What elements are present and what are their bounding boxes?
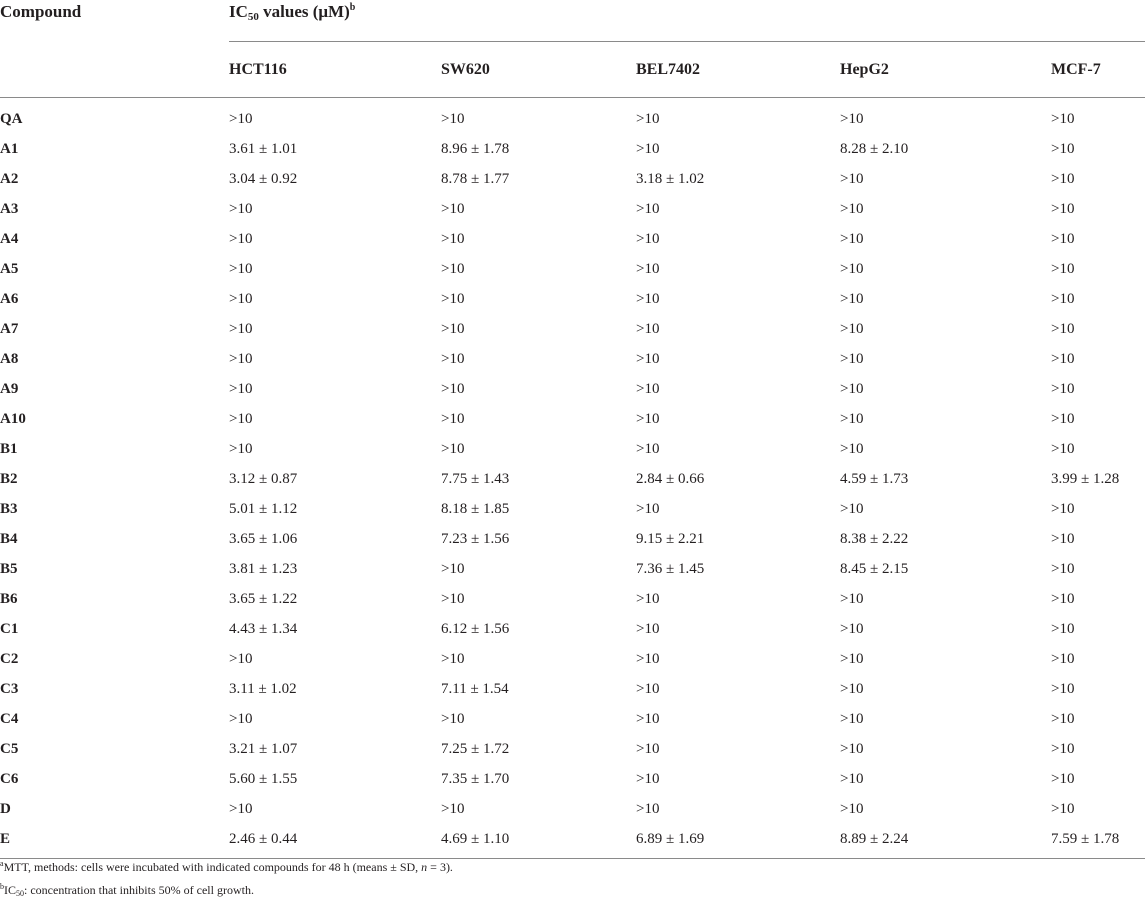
- value-cell-hepg2: >10: [840, 770, 864, 787]
- compound-cell: B5: [0, 560, 18, 577]
- table-row: [0, 704, 1145, 734]
- footnote-b-marker: b: [0, 882, 4, 891]
- value-cell-hct116: 5.60 ± 1.55: [229, 770, 298, 787]
- header-spacer: [0, 42, 229, 98]
- compound-cell: A7: [0, 320, 19, 337]
- value-cell-hct116: 3.04 ± 0.92: [229, 170, 298, 187]
- table-row: [0, 98, 1145, 135]
- compound-cell: C4: [0, 710, 19, 727]
- compound-cell: B1: [0, 440, 18, 457]
- value-cell-hepg2: >10: [840, 590, 864, 607]
- table-row: [0, 164, 1145, 194]
- value-cell-hepg2: >10: [840, 440, 864, 457]
- value-cell-sw620: >10: [441, 440, 465, 457]
- value-cell-hepg2: >10: [840, 710, 864, 727]
- table-row: [0, 734, 1145, 764]
- compound-header: Compound: [0, 2, 82, 21]
- value-cell-mcf7: >10: [1051, 710, 1075, 727]
- value-cell-sw620: >10: [441, 110, 465, 127]
- value-cell-mcf7: >10: [1051, 800, 1075, 817]
- compound-cell: A8: [0, 350, 19, 367]
- value-cell-sw620: >10: [441, 410, 465, 427]
- value-cell-bel7402: >10: [636, 140, 660, 157]
- value-cell-mcf7: >10: [1051, 410, 1075, 427]
- value-cell-sw620: >10: [441, 650, 465, 667]
- value-cell-hepg2: >10: [840, 290, 864, 307]
- value-cell-hct116: >10: [229, 350, 253, 367]
- value-cell-sw620: >10: [441, 230, 465, 247]
- compound-cell: A3: [0, 200, 19, 217]
- value-cell-mcf7: >10: [1051, 680, 1075, 697]
- table-row: [0, 764, 1145, 794]
- table-row: [0, 554, 1145, 584]
- value-cell-bel7402: 6.89 ± 1.69: [636, 830, 705, 847]
- ic50-header-prefix: IC: [229, 2, 248, 21]
- value-cell-hct116: >10: [229, 380, 253, 397]
- value-cell-sw620: >10: [441, 800, 465, 817]
- compound-cell: C5: [0, 740, 19, 757]
- value-cell-hct116: >10: [229, 440, 253, 457]
- table-row: [0, 404, 1145, 434]
- compound-cell: E: [0, 830, 11, 847]
- footnote-b: [0, 877, 453, 904]
- value-cell-hepg2: >10: [840, 110, 864, 127]
- value-cell-hepg2: >10: [840, 200, 864, 217]
- value-cell-bel7402: >10: [636, 200, 660, 217]
- value-cell-hepg2: >10: [840, 260, 864, 277]
- value-cell-hepg2: >10: [840, 380, 864, 397]
- value-cell-bel7402: 2.84 ± 0.66: [636, 470, 705, 487]
- compound-cell: C3: [0, 680, 19, 697]
- table-row: [0, 254, 1145, 284]
- value-cell-hct116: 5.01 ± 1.12: [229, 500, 298, 517]
- value-cell-sw620: >10: [441, 380, 465, 397]
- value-cell-sw620: 4.69 ± 1.10: [441, 830, 510, 847]
- value-cell-hepg2: >10: [840, 680, 864, 697]
- footnote-a-text-after: = 3).: [427, 860, 453, 874]
- value-cell-mcf7: >10: [1051, 560, 1075, 577]
- footnote-a-italic: n: [421, 860, 428, 874]
- column-header-hct116: HCT116: [229, 60, 287, 78]
- value-cell-mcf7: >10: [1051, 140, 1075, 157]
- value-cell-mcf7: >10: [1051, 620, 1075, 637]
- value-cell-hct116: 3.81 ± 1.23: [229, 560, 298, 577]
- table-row: [0, 344, 1145, 374]
- column-header-mcf7: MCF-7: [1051, 60, 1101, 78]
- compound-cell: QA: [0, 110, 23, 127]
- footnote-b-prefix: IC: [4, 883, 16, 897]
- compound-cell: C6: [0, 770, 19, 787]
- value-cell-bel7402: >10: [636, 410, 660, 427]
- value-cell-bel7402: >10: [636, 110, 660, 127]
- column-header-hepg2: HepG2: [840, 60, 889, 78]
- value-cell-sw620: 8.78 ± 1.77: [441, 170, 510, 187]
- table-row: [0, 794, 1145, 824]
- value-cell-hepg2: >10: [840, 650, 864, 667]
- compound-cell: A5: [0, 260, 19, 277]
- compound-cell: A2: [0, 170, 19, 187]
- value-cell-mcf7: >10: [1051, 440, 1075, 457]
- value-cell-mcf7: >10: [1051, 260, 1075, 277]
- value-cell-sw620: >10: [441, 350, 465, 367]
- table-row: [0, 614, 1145, 644]
- value-cell-bel7402: 3.18 ± 1.02: [636, 170, 705, 187]
- compound-cell: A6: [0, 290, 19, 307]
- value-cell-bel7402: 9.15 ± 2.21: [636, 530, 705, 547]
- footnotes: [0, 854, 453, 904]
- value-cell-hct116: 3.21 ± 1.07: [229, 740, 298, 757]
- table-header: [0, 0, 1145, 98]
- value-cell-bel7402: >10: [636, 500, 660, 517]
- value-cell-hct116: 3.12 ± 0.87: [229, 470, 298, 487]
- footnote-b-subscript: 50: [16, 889, 24, 898]
- value-cell-bel7402: >10: [636, 290, 660, 307]
- value-cell-hct116: >10: [229, 200, 253, 217]
- value-cell-hct116: 4.43 ± 1.34: [229, 620, 298, 637]
- compound-cell: A1: [0, 140, 19, 157]
- value-cell-sw620: 8.96 ± 1.78: [441, 140, 510, 157]
- value-cell-hct116: >10: [229, 650, 253, 667]
- value-cell-hct116: >10: [229, 290, 253, 307]
- value-cell-mcf7: >10: [1051, 650, 1075, 667]
- value-cell-hct116: 3.65 ± 1.06: [229, 530, 298, 547]
- ic50-header-suffix: values (μM): [258, 2, 350, 21]
- value-cell-sw620: 7.35 ± 1.70: [441, 770, 510, 787]
- value-cell-mcf7: >10: [1051, 740, 1075, 757]
- value-cell-bel7402: >10: [636, 770, 660, 787]
- value-cell-hepg2: 8.89 ± 2.24: [840, 830, 909, 847]
- table-row: [0, 224, 1145, 254]
- table-body: [0, 98, 1145, 859]
- value-cell-bel7402: >10: [636, 680, 660, 697]
- value-cell-hct116: >10: [229, 230, 253, 247]
- value-cell-hct116: 2.46 ± 0.44: [229, 830, 298, 847]
- value-cell-sw620: >10: [441, 560, 465, 577]
- footnote-a-marker: a: [0, 859, 4, 868]
- compound-cell: A9: [0, 380, 19, 397]
- table-row: [0, 284, 1145, 314]
- value-cell-mcf7: 7.59 ± 1.78: [1051, 830, 1120, 847]
- value-cell-hct116: 3.65 ± 1.22: [229, 590, 298, 607]
- value-cell-hct116: >10: [229, 710, 253, 727]
- compound-cell: C1: [0, 620, 19, 637]
- value-cell-mcf7: >10: [1051, 200, 1075, 217]
- value-cell-bel7402: 7.36 ± 1.45: [636, 560, 705, 577]
- value-cell-bel7402: >10: [636, 230, 660, 247]
- value-cell-bel7402: >10: [636, 380, 660, 397]
- value-cell-hepg2: >10: [840, 320, 864, 337]
- value-cell-mcf7: >10: [1051, 290, 1075, 307]
- value-cell-hct116: >10: [229, 800, 253, 817]
- table-row: [0, 584, 1145, 614]
- value-cell-hct116: >10: [229, 110, 253, 127]
- compound-cell: B6: [0, 590, 18, 607]
- table-row: [0, 674, 1145, 704]
- value-cell-sw620: 8.18 ± 1.85: [441, 500, 510, 517]
- table-row: [0, 314, 1145, 344]
- value-cell-mcf7: >10: [1051, 350, 1075, 367]
- value-cell-mcf7: >10: [1051, 500, 1075, 517]
- value-cell-mcf7: >10: [1051, 170, 1075, 187]
- value-cell-hct116: >10: [229, 320, 253, 337]
- value-cell-hepg2: >10: [840, 410, 864, 427]
- value-cell-sw620: >10: [441, 590, 465, 607]
- value-cell-mcf7: >10: [1051, 530, 1075, 547]
- column-header-bel7402: BEL7402: [636, 60, 701, 78]
- value-cell-hepg2: >10: [840, 800, 864, 817]
- value-cell-sw620: >10: [441, 710, 465, 727]
- value-cell-hepg2: >10: [840, 620, 864, 637]
- ic50-header-subscript: 50: [247, 11, 259, 23]
- value-cell-bel7402: >10: [636, 800, 660, 817]
- value-cell-bel7402: >10: [636, 710, 660, 727]
- compound-cell: A10: [0, 410, 26, 427]
- value-cell-mcf7: 3.99 ± 1.28: [1051, 470, 1120, 487]
- compound-cell: B4: [0, 530, 18, 547]
- value-cell-sw620: 6.12 ± 1.56: [441, 620, 510, 637]
- footnote-a: [0, 854, 453, 877]
- value-cell-mcf7: >10: [1051, 110, 1075, 127]
- compound-cell: B3: [0, 500, 18, 517]
- value-cell-hepg2: 8.28 ± 2.10: [840, 140, 909, 157]
- table-row: [0, 464, 1145, 494]
- value-cell-bel7402: >10: [636, 740, 660, 757]
- table-row: [0, 524, 1145, 554]
- value-cell-sw620: >10: [441, 290, 465, 307]
- value-cell-hct116: >10: [229, 410, 253, 427]
- ic50-header: [229, 0, 1145, 42]
- value-cell-bel7402: >10: [636, 650, 660, 667]
- value-cell-sw620: >10: [441, 200, 465, 217]
- value-cell-bel7402: >10: [636, 440, 660, 457]
- value-cell-sw620: 7.23 ± 1.56: [441, 530, 510, 547]
- value-cell-bel7402: >10: [636, 260, 660, 277]
- value-cell-sw620: 7.25 ± 1.72: [441, 740, 510, 757]
- value-cell-hct116: 3.61 ± 1.01: [229, 140, 298, 157]
- value-cell-sw620: 7.11 ± 1.54: [441, 680, 509, 697]
- table-row: [0, 374, 1145, 404]
- table-row: [0, 494, 1145, 524]
- value-cell-sw620: >10: [441, 320, 465, 337]
- value-cell-hct116: 3.11 ± 1.02: [229, 680, 297, 697]
- value-cell-bel7402: >10: [636, 620, 660, 637]
- value-cell-hepg2: >10: [840, 350, 864, 367]
- value-cell-mcf7: >10: [1051, 770, 1075, 787]
- value-cell-hepg2: 8.45 ± 2.15: [840, 560, 909, 577]
- value-cell-bel7402: >10: [636, 320, 660, 337]
- footnote-a-text-before: MTT, methods: cells were incubated with indicated compounds for 48 h (means ± SD,: [3, 860, 422, 874]
- table-row: [0, 134, 1145, 164]
- value-cell-hepg2: >10: [840, 170, 864, 187]
- value-cell-sw620: 7.75 ± 1.43: [441, 470, 510, 487]
- header-row-2: [0, 42, 1145, 98]
- value-cell-bel7402: >10: [636, 350, 660, 367]
- value-cell-hct116: >10: [229, 260, 253, 277]
- column-header-sw620: SW620: [441, 60, 490, 78]
- value-cell-hepg2: 8.38 ± 2.22: [840, 530, 909, 547]
- table-row: [0, 434, 1145, 464]
- value-cell-sw620: >10: [441, 260, 465, 277]
- table-row: [0, 644, 1145, 674]
- footnote-b-text: : concentration that inhibits 50% of cell growth.: [24, 883, 254, 897]
- value-cell-hepg2: >10: [840, 740, 864, 757]
- value-cell-hepg2: >10: [840, 500, 864, 517]
- compound-cell: C2: [0, 650, 19, 667]
- compound-cell: D: [0, 800, 11, 817]
- ic50-header-superscript: b: [349, 2, 356, 13]
- compound-cell: B2: [0, 470, 18, 487]
- compound-cell: A4: [0, 230, 19, 247]
- value-cell-bel7402: >10: [636, 590, 660, 607]
- value-cell-hepg2: >10: [840, 230, 864, 247]
- value-cell-mcf7: >10: [1051, 380, 1075, 397]
- header-row-1: [0, 0, 1145, 42]
- value-cell-mcf7: >10: [1051, 230, 1075, 247]
- value-cell-hepg2: 4.59 ± 1.73: [840, 470, 909, 487]
- table-row: [0, 194, 1145, 224]
- value-cell-mcf7: >10: [1051, 320, 1075, 337]
- value-cell-mcf7: >10: [1051, 590, 1075, 607]
